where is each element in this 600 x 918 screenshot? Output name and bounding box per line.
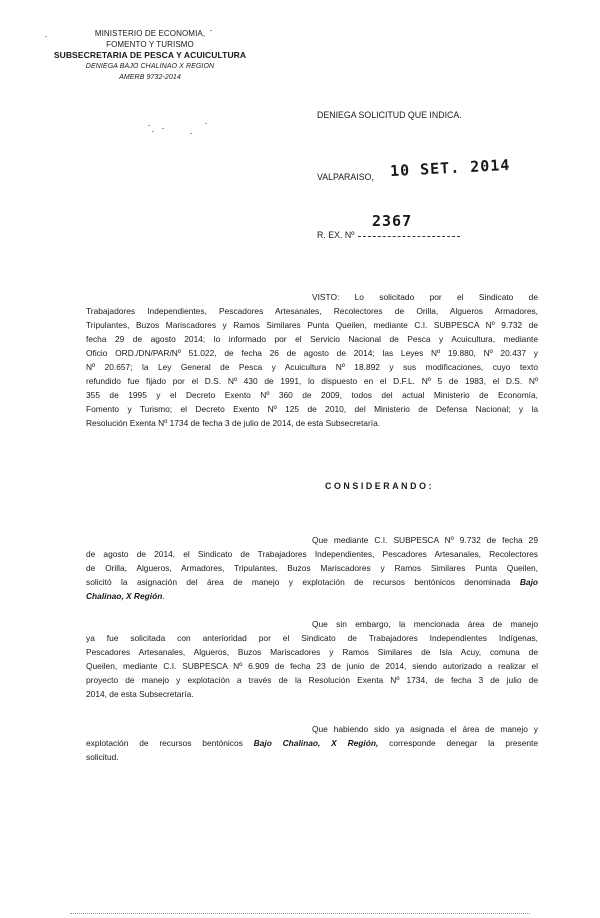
stamp-speck <box>205 123 207 124</box>
stamp-speck <box>148 125 150 126</box>
rex-number: 2367 <box>372 212 413 230</box>
considerando-heading: CONSIDERANDO: <box>325 481 435 491</box>
rex-label: R. EX. Nº <box>317 230 355 240</box>
stamp-speck <box>190 133 192 134</box>
considerando-1: de agosto de 2014, el Sindicato de Trabajadores Independientes, Pescadores Artesanales, Recolectores de Orilla, Algueros, Armadores, Tripulantes, Buzos Mariscadores y Ramos Similares Punta Queilen, solicitó la asignación del área de manejo y explotación de recursos bentónicos denominada Bajo Chalinao, X Región. <box>86 549 539 601</box>
reference-line: DENIEGA BAJO CHALINAO X REGION <box>85 63 215 70</box>
considerando-2: ya fue solicitada con anterioridad por el Sindicato de Trabajadores Independientes Indígenas, Pescadores Artesanales, Algueros, Buzos Mariscadores y Ramos Similares de Isla Acuy, comuna de Queilen, mediante C.I. SUBPESCA Nº 6.909 de fecha 23 de junio de 2014, siendo autorizado a realizar el proyecto de manejo y explotación a través de la Resolución Exenta Nº 1734, de fecha 3 de julio de 2014, de esta Subsecretaría. <box>86 633 538 699</box>
considerando-3: explotación de recursos bentónicos Bajo Chalinao, X Región, corresponde denegar la presente solicitud. <box>86 738 539 762</box>
ministry-name: MINISTERIO DE ECONOMIA, <box>94 29 206 38</box>
area-name-emphasis: Bajo <box>519 577 539 587</box>
scan-edge-artifact <box>70 912 530 914</box>
stamp-speck <box>162 128 164 129</box>
visto-paragraph: Trabajadores Independientes, Pescadores Artesanales, Recolectores de Orilla, Algueros Armadores, Tripulantes, Buzos Mariscadores y Ramos Similares Punta Queilen, mediante C.I. SUBPESCA Nº 9.732 de fecha 29 de agosto 2014; lo informado por el Servicio Nacional de Pesca y Acuicultura, mediante Oficio ORD./DN/PAR/Nº 51.022, de fecha 26 de agosto de 2014; las Leyes Nº 19.880, Nº 20.437 y Nº 20.657; la Ley General de Pesca y Acuicultura Nº 18.892 y sus modificaciones, cuyo texto refundido fue fijado por el D.S. Nº 430 de 1991, lo dispuesto en el D.F.L. Nº 5 de 1983, el D.S. Nº 355 de 1995 y el Decreto Exento Nº 360 de 2009, todos del actual Ministerio de Economía, Fomento y Turismo; el Decreto Exento Nº 125 de 2010, del Ministerio de Defensa Nacional; y la Resolución Exenta Nº 1734 de fecha 3 de julio de 2014, de esta Subsecretaría. <box>86 306 538 428</box>
visto-first-line: VISTO: Lo solicitado por el Sindicato de <box>312 292 538 302</box>
considerando-2-first-line: Que sin embargo, la mencionada área de manejo <box>312 619 538 629</box>
resolution-subject: DENIEGA SOLICITUD QUE INDICA. <box>317 110 462 120</box>
rex-underline <box>358 236 460 237</box>
ministry-name-cont: FOMENTO Y TURISMO <box>106 40 194 49</box>
considerando-3-first-line: Que habiendo sido ya asignada el área de manejo y <box>312 724 538 734</box>
subsecretaria-name: SUBSECRETARIA DE PESCA Y ACUICULTURA <box>53 50 247 60</box>
considerando-1-first-line: Que mediante C.I. SUBPESCA Nº 9.732 de fecha 29 <box>312 535 538 545</box>
date-stamp: 10 SET. 2014 <box>389 155 511 181</box>
amerb-reference: AMERB 9732-2014 <box>119 74 181 81</box>
area-name-emphasis: Bajo Chalinao, X Región, <box>253 738 379 748</box>
stamp-speck <box>152 131 154 132</box>
area-name-emphasis: Chalinao, X Región <box>86 591 163 601</box>
place-label: VALPARAISO, <box>317 172 374 182</box>
stamp-speck <box>210 30 212 31</box>
stamp-speck <box>45 36 47 37</box>
letterhead <box>30 28 270 83</box>
